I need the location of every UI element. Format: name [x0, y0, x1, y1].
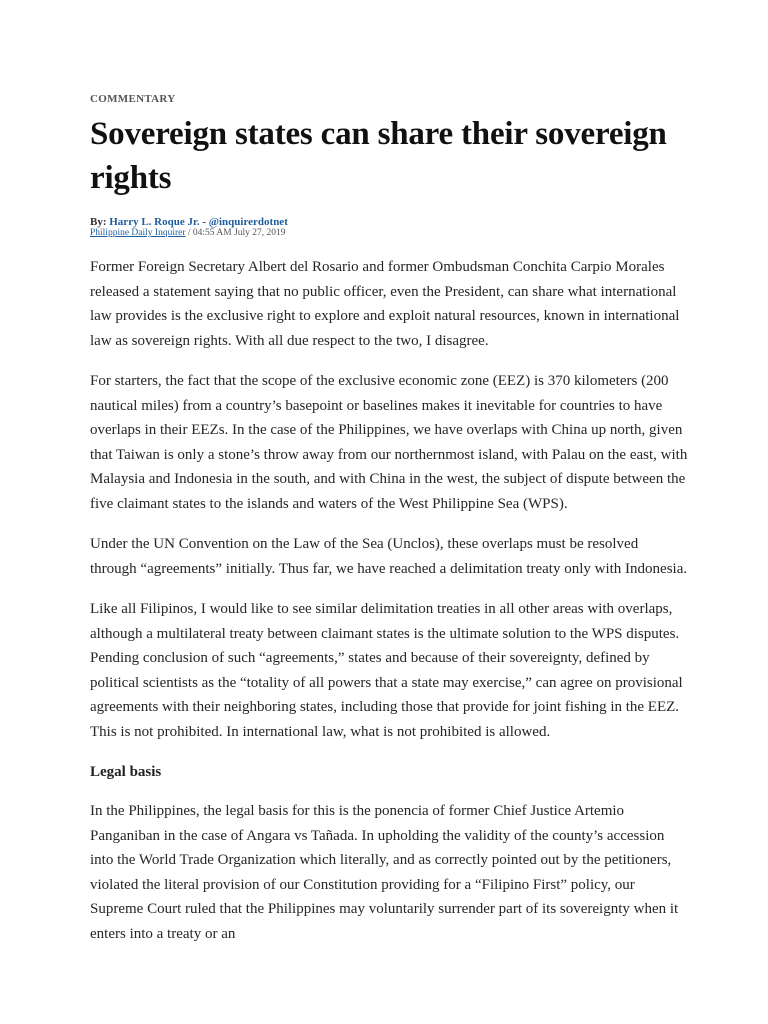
body-paragraph: Former Foreign Secretary Albert del Rosario and former Ombudsman Conchita Carpio Morales released a statement saying that no public officer, even the President, can share what international law provides is the exclusive right to explore and exploit natural resources, known in international law as sovereign rights. With all due respect to the two, I disagree. — [90, 259, 680, 349]
body-paragraph: For starters, the fact that the scope of the exclusive economic zone (EEZ) is 370 kilometers (200 nautical miles) from a country’s basepoint or baselines makes it inevitable for countries to have overlaps in their EEZs. In the case of the Philippines, we have overlaps with China up north, given that Taiwan is only a stone’s throw away from our northernmost island, with Palau on the east, with Malaysia and Indonesia in the south, and with China in the west, the subject of dispute between the five claimant states to the islands and waters of the West Philippine Sea (WPS). — [90, 373, 688, 512]
article — [90, 0, 688, 946]
article-body — [90, 255, 688, 946]
byline-separator: - — [199, 216, 209, 228]
section-subheading: Legal basis — [90, 764, 162, 780]
author-handle-link[interactable]: @inquirerdotnet — [208, 216, 288, 228]
byline-prefix: By: — [90, 216, 110, 228]
body-paragraph: Under the UN Convention on the Law of the Sea (Unclos), these overlaps must be resolved through “agreements” initially. Thus far, we have reached a delimitation treaty only with Indonesia. — [90, 536, 688, 577]
dateline — [90, 228, 688, 239]
section-kicker[interactable]: COMMENTARY — [90, 93, 176, 105]
body-paragraph: Like all Filipinos, I would like to see similar delimitation treaties in all other areas with overlaps, although a multilateral treaty between claimant states is the ultimate solution to the WPS disputes. Pending conclusion of such “agreements,” states and because of their sovereignty, defined by political scientists as the “totality of all powers that a state may exercise,” can agree on provisional agreements with their neighboring states, including those that provide for joint fishing in the EEZ. This is not prohibited. In international law, what is not prohibited is allowed. — [90, 601, 683, 740]
author-link[interactable]: Harry L. Roque Jr. — [109, 216, 200, 228]
body-paragraph: In the Philippines, the legal basis for this is the ponencia of former Chief Justice Artemio Panganiban in the case of Angara vs Tañada. In upholding the validity of the county’s accession into the World Trade Organization which literally, and as correctly pointed out by the petitioners, violated the literal provision of our Constitution providing for a “Filipino First” policy, our Supreme Court ruled that the Philippines may voluntarily surrender part of its sovereignty when it enters into a treaty or an — [90, 803, 679, 942]
article-headline: Sovereign states can share their sovereign rights — [90, 116, 667, 196]
publish-time: / 04:55 AM July 27, 2019 — [185, 228, 286, 238]
source-link[interactable]: Philippine Daily Inquirer — [90, 228, 186, 238]
byline — [90, 217, 688, 228]
